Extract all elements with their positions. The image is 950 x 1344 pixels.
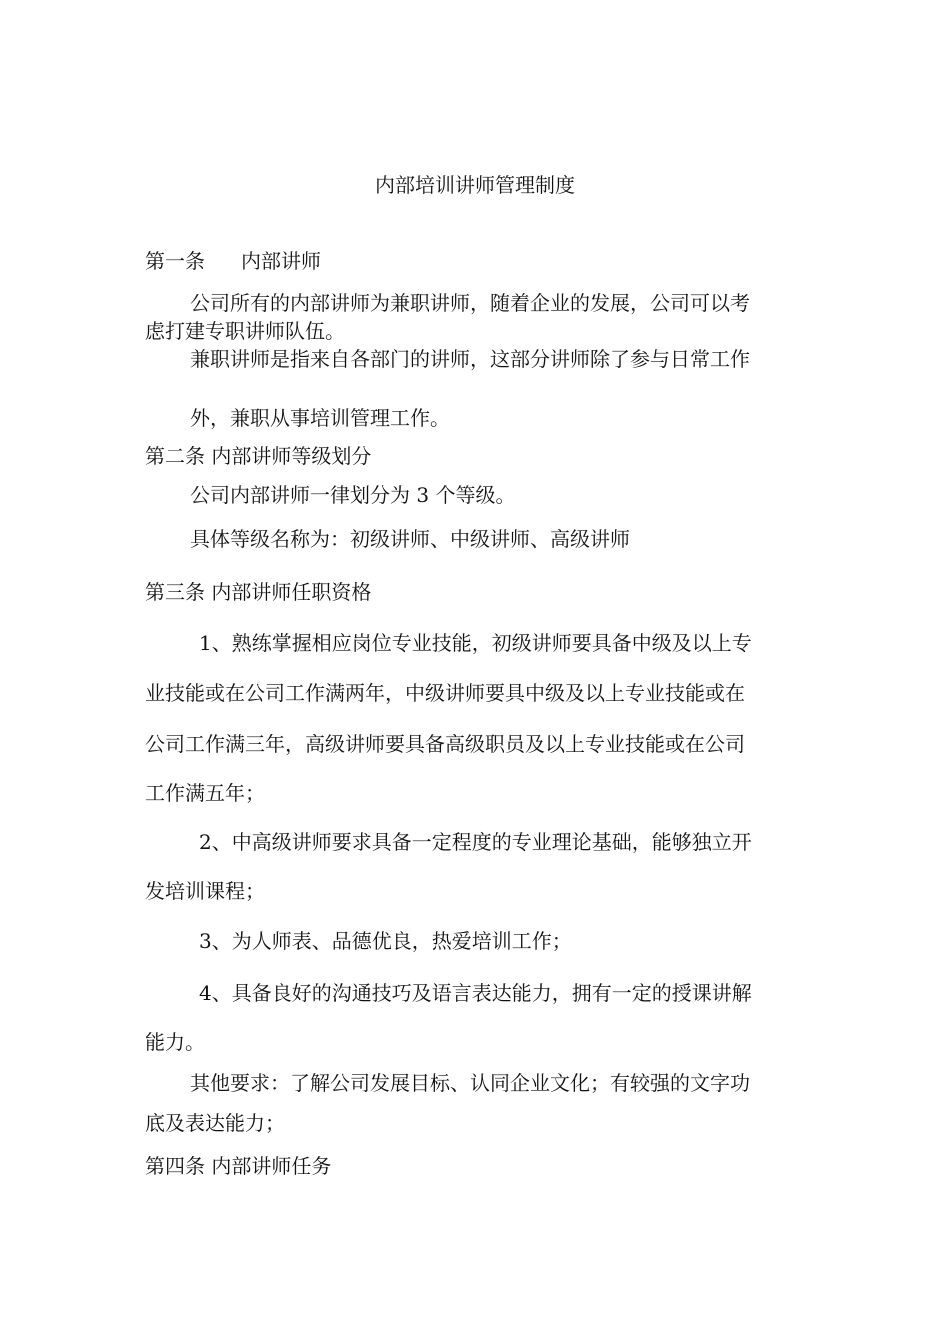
article3-item4-line2: 能力。 — [145, 1030, 205, 1054]
article1-title: 内部讲师 — [241, 249, 321, 273]
article3-item4-line1: 4、具备良好的沟通技巧及语言表达能力，拥有一定的授课讲解 — [199, 981, 752, 1005]
article3-item2-line2: 发培训课程； — [145, 879, 265, 903]
article1-number: 第一条 — [145, 249, 205, 273]
article1-para2-line1: 兼职讲师是指来自各部门的讲师，这部分讲师除了参与日常工作 — [190, 347, 750, 371]
article2-heading: 第二条 内部讲师等级划分 — [145, 444, 372, 468]
document-title: 内部培训讲师管理制度 — [375, 173, 575, 197]
article3-item1-line2: 业技能或在公司工作满两年，中级讲师要具中级及以上专业技能或在 — [145, 681, 745, 705]
article4-heading: 第四条 内部讲师任务 — [145, 1154, 332, 1178]
article3-other-line1: 其他要求：了解公司发展目标、认同企业文化；有较强的文字功 — [190, 1071, 750, 1095]
article3-item3: 3、为人师表、品德优良，热爱培训工作； — [199, 929, 572, 953]
article2-para2: 具体等级名称为：初级讲师、中级讲师、高级讲师 — [190, 527, 630, 551]
article2-para1: 公司内部讲师一律划分为 3 个等级。 — [190, 483, 516, 507]
article3-item1-line4: 工作满五年； — [145, 781, 265, 805]
article3-item1-line1: 1、熟练掌握相应岗位专业技能，初级讲师要具备中级及以上专 — [199, 631, 752, 655]
article1-para1-line2: 虑打建专职讲师队伍。 — [145, 319, 345, 343]
article1-heading — [145, 248, 321, 274]
article3-heading: 第三条 内部讲师任职资格 — [145, 580, 372, 604]
article3-other-line2: 底及表达能力； — [145, 1111, 285, 1135]
article3-item2-line1: 2、中高级讲师要求具备一定程度的专业理论基础，能够独立开 — [199, 830, 752, 854]
article3-item1-line3: 公司工作满三年，高级讲师要具备高级职员及以上专业技能或在公司 — [145, 732, 745, 756]
article1-para1-line1: 公司所有的内部讲师为兼职讲师，随着企业的发展，公司可以考 — [190, 291, 750, 315]
article1-para2-line2: 外，兼职从事培训管理工作。 — [190, 406, 450, 430]
